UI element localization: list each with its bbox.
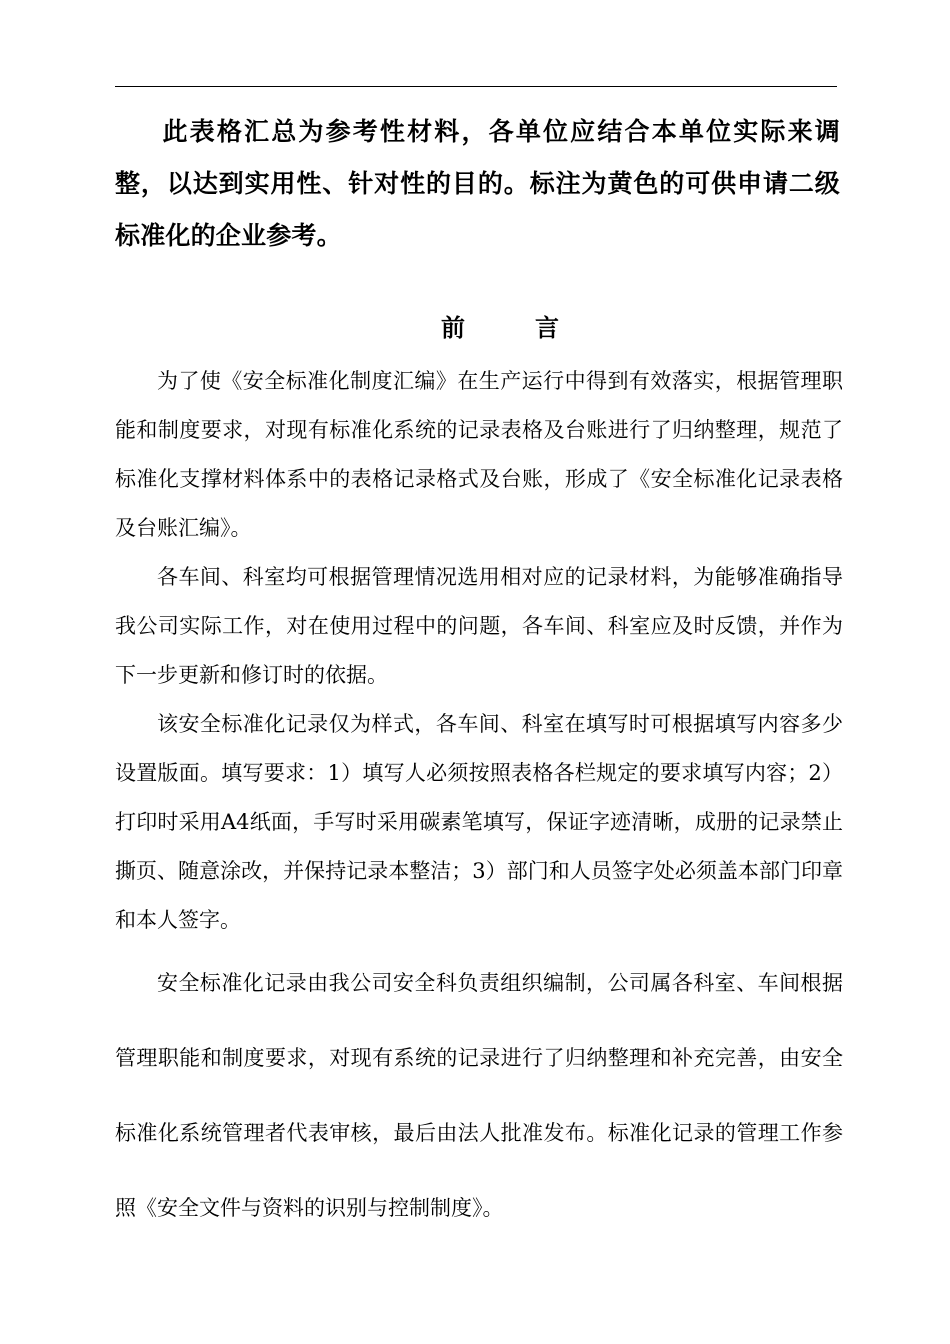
reference-notice: 此表格汇总为参考性材料，各单位应结合本单位实际来调整，以达到实用性、针对性的目的。标注为黄色的可供申请二级标准化的企业参考。: [115, 117, 840, 250]
preface-heading: [0, 308, 950, 348]
preface-paragraph-1: 为了使《安全标准化制度汇编》在生产运行中得到有效落实，根据管理职能和制度要求，对现有标准化系统的记录表格及台账进行了归纳整理，规范了标准化支撑材料体系中的表格记录格式及台账，形成了《安全标准化记录表格及台账汇编》。: [115, 369, 843, 540]
header-rule: [115, 86, 837, 87]
preface-paragraph-3: 该安全标准化记录仅为样式，各车间、科室在填写时可根据填写内容多少设置版面。填写要求：1）填写人必须按照表格各栏规定的要求填写内容；2）打印时采用A4纸面，手写时采用碳素笔填写，保证字迹清晰，成册的记录禁止撕页、随意涂改，并保持记录本整洁；3）部门和人员签字处必须盖本部门印章和本人签字。: [115, 712, 843, 932]
preface-paragraph-4: 安全标准化记录由我公司安全科负责组织编制，公司属各科室、车间根据管理职能和制度要求，对现有系统的记录进行了归纳整理和补充完善，由安全标准化系统管理者代表审核，最后由法人批准发布。标准化记录的管理工作参照《安全文件与资料的识别与控制制度》。: [115, 971, 843, 1220]
preface-paragraph-2: 各车间、科室均可根据管理情况选用相对应的记录材料，为能够准确指导我公司实际工作，对在使用过程中的问题，各车间、科室应及时反馈，并作为下一步更新和修订时的依据。: [115, 565, 843, 687]
preface-heading-char-2: 言: [535, 314, 559, 342]
preface-heading-char-1: 前: [441, 314, 465, 342]
